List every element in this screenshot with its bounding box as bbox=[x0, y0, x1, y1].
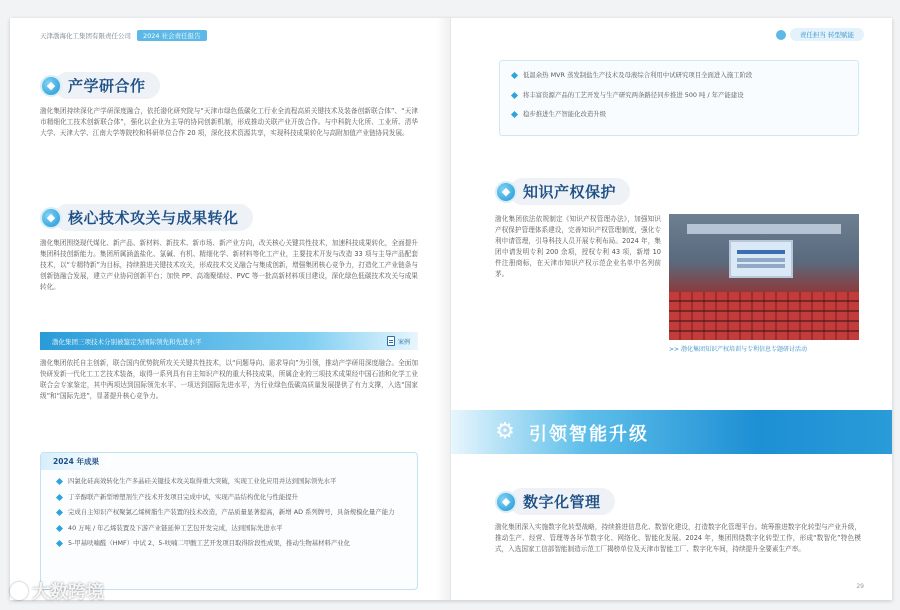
page-number: 29 bbox=[856, 583, 864, 590]
section-title-text: 核心技术攻关与成果转化 bbox=[54, 204, 253, 231]
page-header-left bbox=[40, 30, 207, 41]
achievements-box bbox=[40, 452, 418, 590]
paragraph-industry-academia: 渤化集团持续深化产学研深度融合，依托渤化研究院与“天津市绿色低碳化工行业全流程高质关键技术及装备创新联合体”、“天津市精细化工技术创新联合体”，强化以企业为主导的协同创新机制，形成推动关联产业开放合作。与中科院大化所、工业所、清华大学、天津大学、江南大学等院校和科研单位合作 20 项，深化技术资源共享，实现科技成果转化与高附加值产业链协同发展。 bbox=[40, 107, 418, 137]
case-banner-title: 渤化集团三项技术分别被鉴定为国际领先和先进水平 bbox=[52, 337, 202, 346]
tech-progress-list bbox=[512, 71, 846, 120]
watermark-text: 大数跨境 bbox=[32, 582, 104, 603]
diamond-bullet-icon bbox=[56, 478, 63, 485]
diamond-bullet-icon bbox=[511, 111, 518, 118]
list-item: 5-甲基呋喃醛（HMF）中试 2、5-呋喃二甲酸工艺开发项目取得阶段性成果，推动生物基材料产业化 bbox=[57, 539, 407, 549]
watermark bbox=[10, 578, 104, 604]
paragraph-core-tech: 渤化集团围绕现代煤化、新产品、新材料、新技术、新市场、新产业方向，改关核心关键共性技术，加速科技成果转化，全面提升集团科技创新能力。集团所属涵盖盐化、氯碱、有机、精细化学、新材料等化工产业，主要技术开发与改造 33 项与主导产品配套技术，以“专精特新”为目标，持续推进关键技术攻关，形成技术交叉融合与集成创新，增强集团核心竞争力，打造化工产业链条与创新链融合发展，建立产业协同创新平台；加快 PP、高端聚烯烃、PVC 等一批高新材料项目建设，深化绿色低碳技术攻关与成果转化。 bbox=[40, 239, 418, 291]
chapter-title: 引领智能升级 bbox=[529, 424, 649, 445]
paragraph-digital: 渤化集团深入实施数字化转型战略，持续推进信息化、数智化建设，打造数字化管理平台。统筹推进数字化转型与产业升级，推动生产、经营、管理等各环节数字化、网络化、智能化发展。2024 年，集团围绕数字化转型工作，形成“数智化”特色模式，入选国家工信部智能制造示范工厂揭榜单位及天津市智能工厂、数字化车间，持续提升全要素生产率。 bbox=[495, 523, 861, 553]
section-bullet-icon: ◆ bbox=[495, 181, 517, 203]
company-name: 天津渤海化工集团有限责任公司 bbox=[40, 32, 131, 40]
list-item: 将丰富资源产品的工艺开发与生产研究两条路径同步推进 500 吨 / 年产能建设 bbox=[512, 91, 846, 101]
section-bullet-icon: ◆ bbox=[495, 491, 517, 513]
diamond-bullet-icon bbox=[511, 91, 518, 98]
paragraph-ip: 渤化集团依法依规制定《知识产权管理办法》，加强知识产权保护管理体系建设，完善知识产权管理制度，强化专利申请管理，引导科技人员开展专利布局。2024 年，集团申请发明专利 200 余项，授权专利 43 项，新增 10 件注册商标，在天津市知识产权示范企业名单中名列前茅。 bbox=[495, 215, 661, 278]
achievements-list bbox=[57, 477, 407, 555]
diamond-bullet-icon bbox=[56, 493, 63, 500]
diamond-bullet-icon bbox=[56, 540, 63, 547]
section-title-industry-academia bbox=[40, 72, 160, 99]
achievements-box-title: 2024 年成果 bbox=[41, 453, 111, 470]
case-banner bbox=[40, 332, 418, 350]
projection-screen bbox=[729, 240, 793, 278]
paragraph-case-detail: 渤化集团依托自主创新，联合国内优势院所攻关关键共性技术，以“问题导向、需求导向”为引领，推动产学研用深度融合。全面加快研发新一代化工工艺技术装备，取得一系列具有自主知识产权的重大科技成果，所属企业的三项技术成果经中国石油和化学工业联合会专家鉴定，其中两项达到国际领先水平、一项达到国际先进水平，为行业绿色低碳高质量发展提供了有力支撑，入选“国家级”和“国际先进”，显著提升核心竞争力。 bbox=[40, 359, 418, 400]
list-item: 低温余热 MVR 蒸发制盐生产技术及母液综合利用中试研究项目全面进入施工阶段 bbox=[512, 71, 846, 81]
list-item: 40 万吨 / 年乙烯装置及下游产业链延伸工艺包开发完成，达到国际先进水平 bbox=[57, 524, 407, 534]
section-bullet-icon: ◆ bbox=[40, 207, 62, 229]
diamond-bullet-icon bbox=[56, 509, 63, 516]
document-icon bbox=[387, 336, 395, 346]
report-title-pill: 2024 社会责任报告 bbox=[137, 30, 207, 41]
section-title-text: 产学研合作 bbox=[54, 72, 160, 99]
seat-rows bbox=[669, 292, 859, 340]
section-title-ip bbox=[495, 178, 630, 205]
list-item: 稳步推进生产智能化改造升级 bbox=[512, 110, 846, 120]
stage-banner bbox=[687, 224, 841, 234]
section-tag: 责任担当 转型赋能 bbox=[790, 28, 864, 41]
report-spread bbox=[10, 18, 892, 600]
list-item: 丁辛醇联产新型增塑剂生产技术开发项目完成中试，实现产品结构优化与性能提升 bbox=[57, 493, 407, 503]
watermark-logo-icon bbox=[10, 582, 28, 600]
section-title-text: 知识产权保护 bbox=[509, 178, 630, 205]
list-item: 完成自主知识产权聚氯乙烯树脂生产装置的技术改造，产品质量显著提高，新增 AD 系列牌号，具备规模化量产能力 bbox=[57, 508, 407, 518]
right-page bbox=[451, 18, 892, 600]
case-banner-tag bbox=[387, 336, 410, 346]
diamond-bullet-icon bbox=[511, 72, 518, 79]
section-title-core-tech bbox=[40, 204, 253, 231]
header-dot-icon bbox=[776, 30, 786, 40]
list-item: 四氯化硅高效转化生产多晶硅关键技术攻关取得重大突破，实现工业化应用并达到国际领先水平 bbox=[57, 477, 407, 487]
section-bullet-icon: ◆ bbox=[40, 75, 62, 97]
photo-caption: >> 渤化集团知识产权培训与专利信息专题研讨活动 bbox=[669, 346, 807, 353]
section-title-text: 数字化管理 bbox=[509, 488, 615, 515]
gear-icon: ⚙ bbox=[495, 419, 515, 444]
conference-photo bbox=[669, 214, 859, 340]
page-header-right bbox=[776, 28, 864, 41]
left-page bbox=[10, 18, 451, 600]
section-title-digital bbox=[495, 488, 615, 515]
diamond-bullet-icon bbox=[56, 524, 63, 531]
chapter-banner bbox=[451, 410, 892, 454]
tech-progress-box bbox=[499, 60, 859, 136]
case-banner-tag-label: 案例 bbox=[397, 338, 410, 346]
